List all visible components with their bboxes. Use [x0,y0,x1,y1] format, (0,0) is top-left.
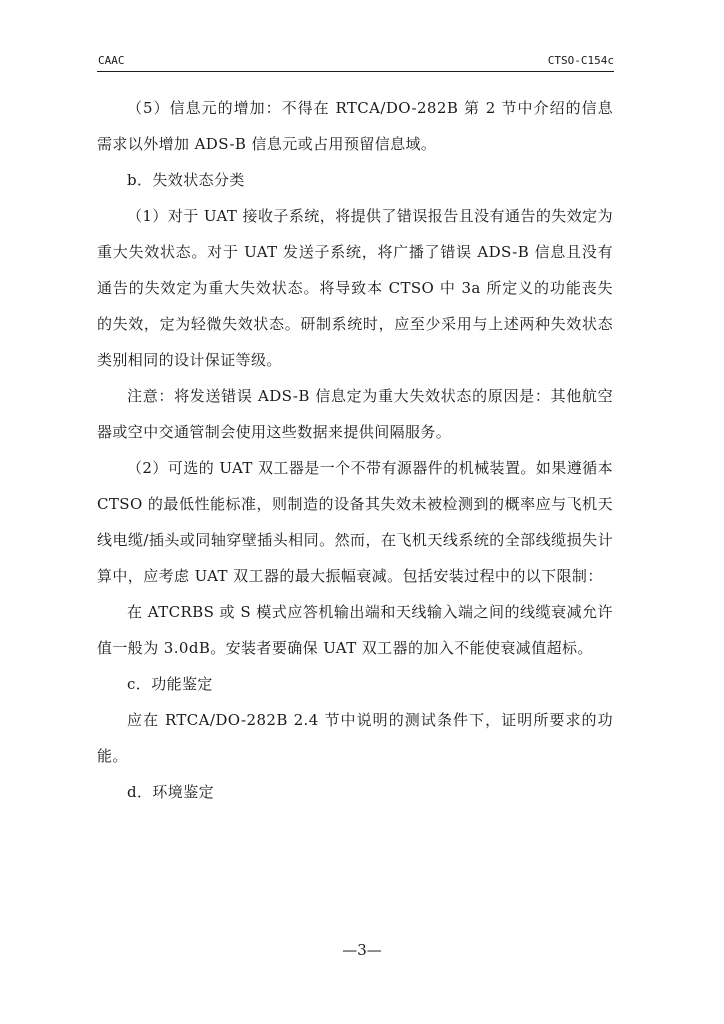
paragraph-uat-failure-states: （1）对于 UAT 接收子系统，将提供了错误报告且没有通告的失效定为重大失效状态。对于 UAT 发送子系统，将广播了错误 ADS-B 信息且没有通告的失效定为重大失效状态。将导致本 CTSO 中 3a 所定义的功能丧失的失效，定为轻微失效状态。研制系统时，应至少采用与上述两种失效状态类别相同的设计保证等级。 [97,207,613,369]
paragraph-functional-test: 应在 RTCA/DO-282B 2.4 节中说明的测试条件下，证明所要求的功能。 [97,711,613,765]
paragraph-cable-attenuation: 在 ATCRBS 或 S 模式应答机输出端和天线输入端之间的线缆衰减允许值一般为 3.0dB。安装者要确保 UAT 双工器的加入不能使衰减值超标。 [97,603,613,657]
heading-functional-qualification: c．功能鉴定 [127,675,213,693]
heading-environmental-qualification: d．环境鉴定 [127,783,215,801]
paragraph-note: 注意：将发送错误 ADS-B 信息定为重大失效状态的原因是：其他航空器或空中交通管制会使用这些数据来提供间隔服务。 [97,387,613,441]
paragraph-info-element-addition: （5）信息元的增加：不得在 RTCA/DO-282B 第 2 节中介绍的信息需求以外增加 ADS-B 信息元或占用预留信息域。 [97,99,613,153]
paragraph-uat-duplexer: （2）可选的 UAT 双工器是一个不带有源器件的机械装置。如果遵循本 CTSO 的最低性能标准，则制造的设备其失效未被检测到的概率应与飞机天线电缆/插头或同轴穿壁插头相同。然而，在飞机天线系统的全部线缆损失计算中，应考虑 UAT 双工器的最大振幅衰减。包括安装过程中的以下限制： [97,459,613,585]
header-org: CAAC [98,54,125,67]
heading-failure-classification: b．失效状态分类 [127,171,245,189]
page-header [97,53,614,72]
page-number: —3— [342,941,382,959]
body-text [97,90,613,810]
header-doc-id: CTSO-C154c [547,54,614,67]
